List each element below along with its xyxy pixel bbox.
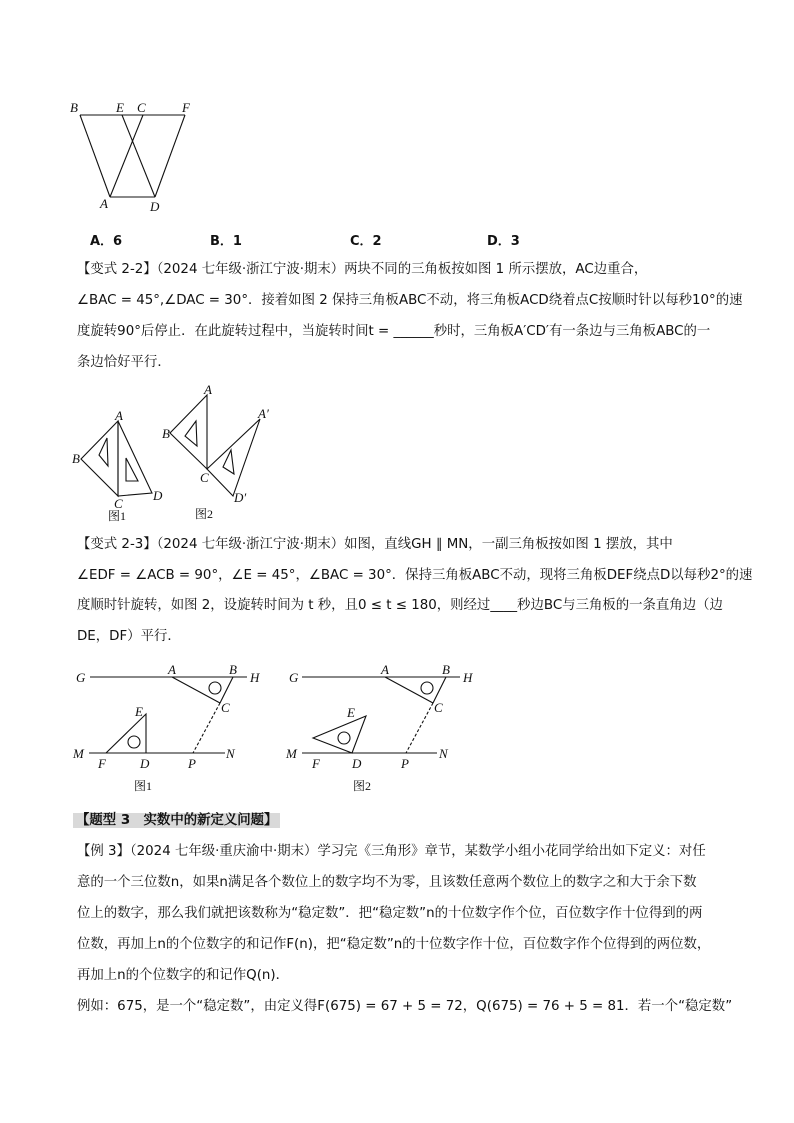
- label-E: E: [116, 100, 124, 115]
- label-B: B: [72, 451, 80, 466]
- label-C: C: [114, 496, 123, 511]
- label-N: N: [226, 746, 235, 761]
- fig1-caption: 图1: [134, 779, 153, 793]
- q22-line: ∠BAC = 45°,∠DAC = 30°．接着如图 2 保持三角板ABC不动，将三角板ACD绕着点C按顺时针以每秒10°的速: [77, 293, 743, 308]
- section-heading: 【题型 3 实数中的新定义问题】: [73, 813, 280, 828]
- label-N: N: [439, 746, 448, 761]
- label-H: H: [463, 670, 473, 685]
- example-line: 位数，再加上n的个位数字的和记作F(n)，把“稳定数”n的十位数字作十位，百位数字作个位得到的两位数，: [77, 937, 711, 952]
- option-b: B．1: [210, 234, 242, 249]
- q22-line: 【变式 2-2】（2024 七年级·浙江宁波·期末）两块不同的三角板按如图 1 所示摆放，AC边重合，: [77, 262, 648, 277]
- label-H: H: [250, 670, 260, 685]
- q23-line: ∠EDF = ∠ACB = 90°，∠E = 45°，∠BAC = 30°．保持三角板ABC不动，现将三角板DEF绕点D以每秒2°的速: [77, 568, 753, 583]
- label-D: D: [352, 756, 362, 771]
- label-C: C: [221, 700, 230, 715]
- fig1-caption: 图1: [108, 509, 127, 523]
- label-F: F: [98, 756, 106, 771]
- label-G: G: [76, 670, 86, 685]
- label-B: B: [70, 100, 78, 115]
- label-D-prime: D′: [234, 490, 247, 505]
- label-A: A: [115, 408, 123, 423]
- option-d: D．3: [487, 234, 520, 249]
- label-B: B: [442, 662, 450, 677]
- label-A: A: [204, 382, 212, 397]
- label-P: P: [188, 756, 196, 771]
- label-D: D: [150, 199, 160, 214]
- label-F: F: [312, 756, 320, 771]
- label-P: P: [401, 756, 409, 771]
- label-B: B: [229, 662, 237, 677]
- q22-line: 度旋转90°后停止．在此旋转过程中，当旋转时间t = ______秒时，三角板A′CD′有一条边与三角板ABC的一: [77, 324, 711, 339]
- label-A: A: [168, 662, 176, 677]
- q23-line: DE，DF）平行．: [77, 629, 181, 644]
- example-line: 意的一个三位数n，如果n满足各个数位上的数字均不为零，且该数任意两个数位上的数字之和大于余下数: [77, 875, 697, 890]
- label-E: E: [347, 705, 355, 720]
- option-c: C．2: [350, 234, 382, 249]
- label-B: B: [162, 426, 170, 441]
- label-M: M: [73, 746, 84, 761]
- label-A-prime: A′: [258, 406, 269, 421]
- label-C: C: [434, 700, 443, 715]
- example-line: 再加上n的个位数字的和记作Q(n)．: [77, 968, 290, 983]
- q23-line: 【变式 2-3】（2024 七年级·浙江宁波·期末）如图，直线GH ∥ MN，一副三角板按如图 1 摆放，其中: [77, 537, 673, 552]
- option-a: A．6: [90, 234, 123, 249]
- q23-line: 度顺时针旋转，如图 2，设旋转时间为 t 秒，且0 ≤ t ≤ 180，则经过____秒边BC与三角板的一条直角边（边: [77, 598, 723, 613]
- fig2-caption: 图2: [353, 779, 372, 793]
- label-C: C: [200, 470, 209, 485]
- label-C: C: [137, 100, 146, 115]
- label-D: D: [153, 488, 163, 503]
- label-A: A: [100, 196, 108, 211]
- label-F: F: [182, 100, 190, 115]
- fig2-caption: 图2: [195, 507, 214, 521]
- label-E: E: [135, 704, 143, 719]
- label-A: A: [381, 662, 389, 677]
- example-line: 例如：675，是一个“稳定数”，由定义得F(675) = 67 + 5 = 72，Q(675) = 76 + 5 = 81．若一个“稳定数”: [77, 999, 733, 1014]
- example-line: 【例 3】（2024 七年级·重庆渝中·期末）学习完《三角形》章节，某数学小组小花同学给出如下定义：对任: [77, 844, 706, 859]
- q22-line: 条边恰好平行．: [77, 355, 171, 370]
- example-line: 位上的数字，那么我们就把该数称为“稳定数”．把“稳定数”n的十位数字作个位，百位数字作十位得到的两: [77, 906, 703, 921]
- label-G: G: [289, 670, 299, 685]
- label-M: M: [286, 746, 297, 761]
- label-D: D: [140, 756, 150, 771]
